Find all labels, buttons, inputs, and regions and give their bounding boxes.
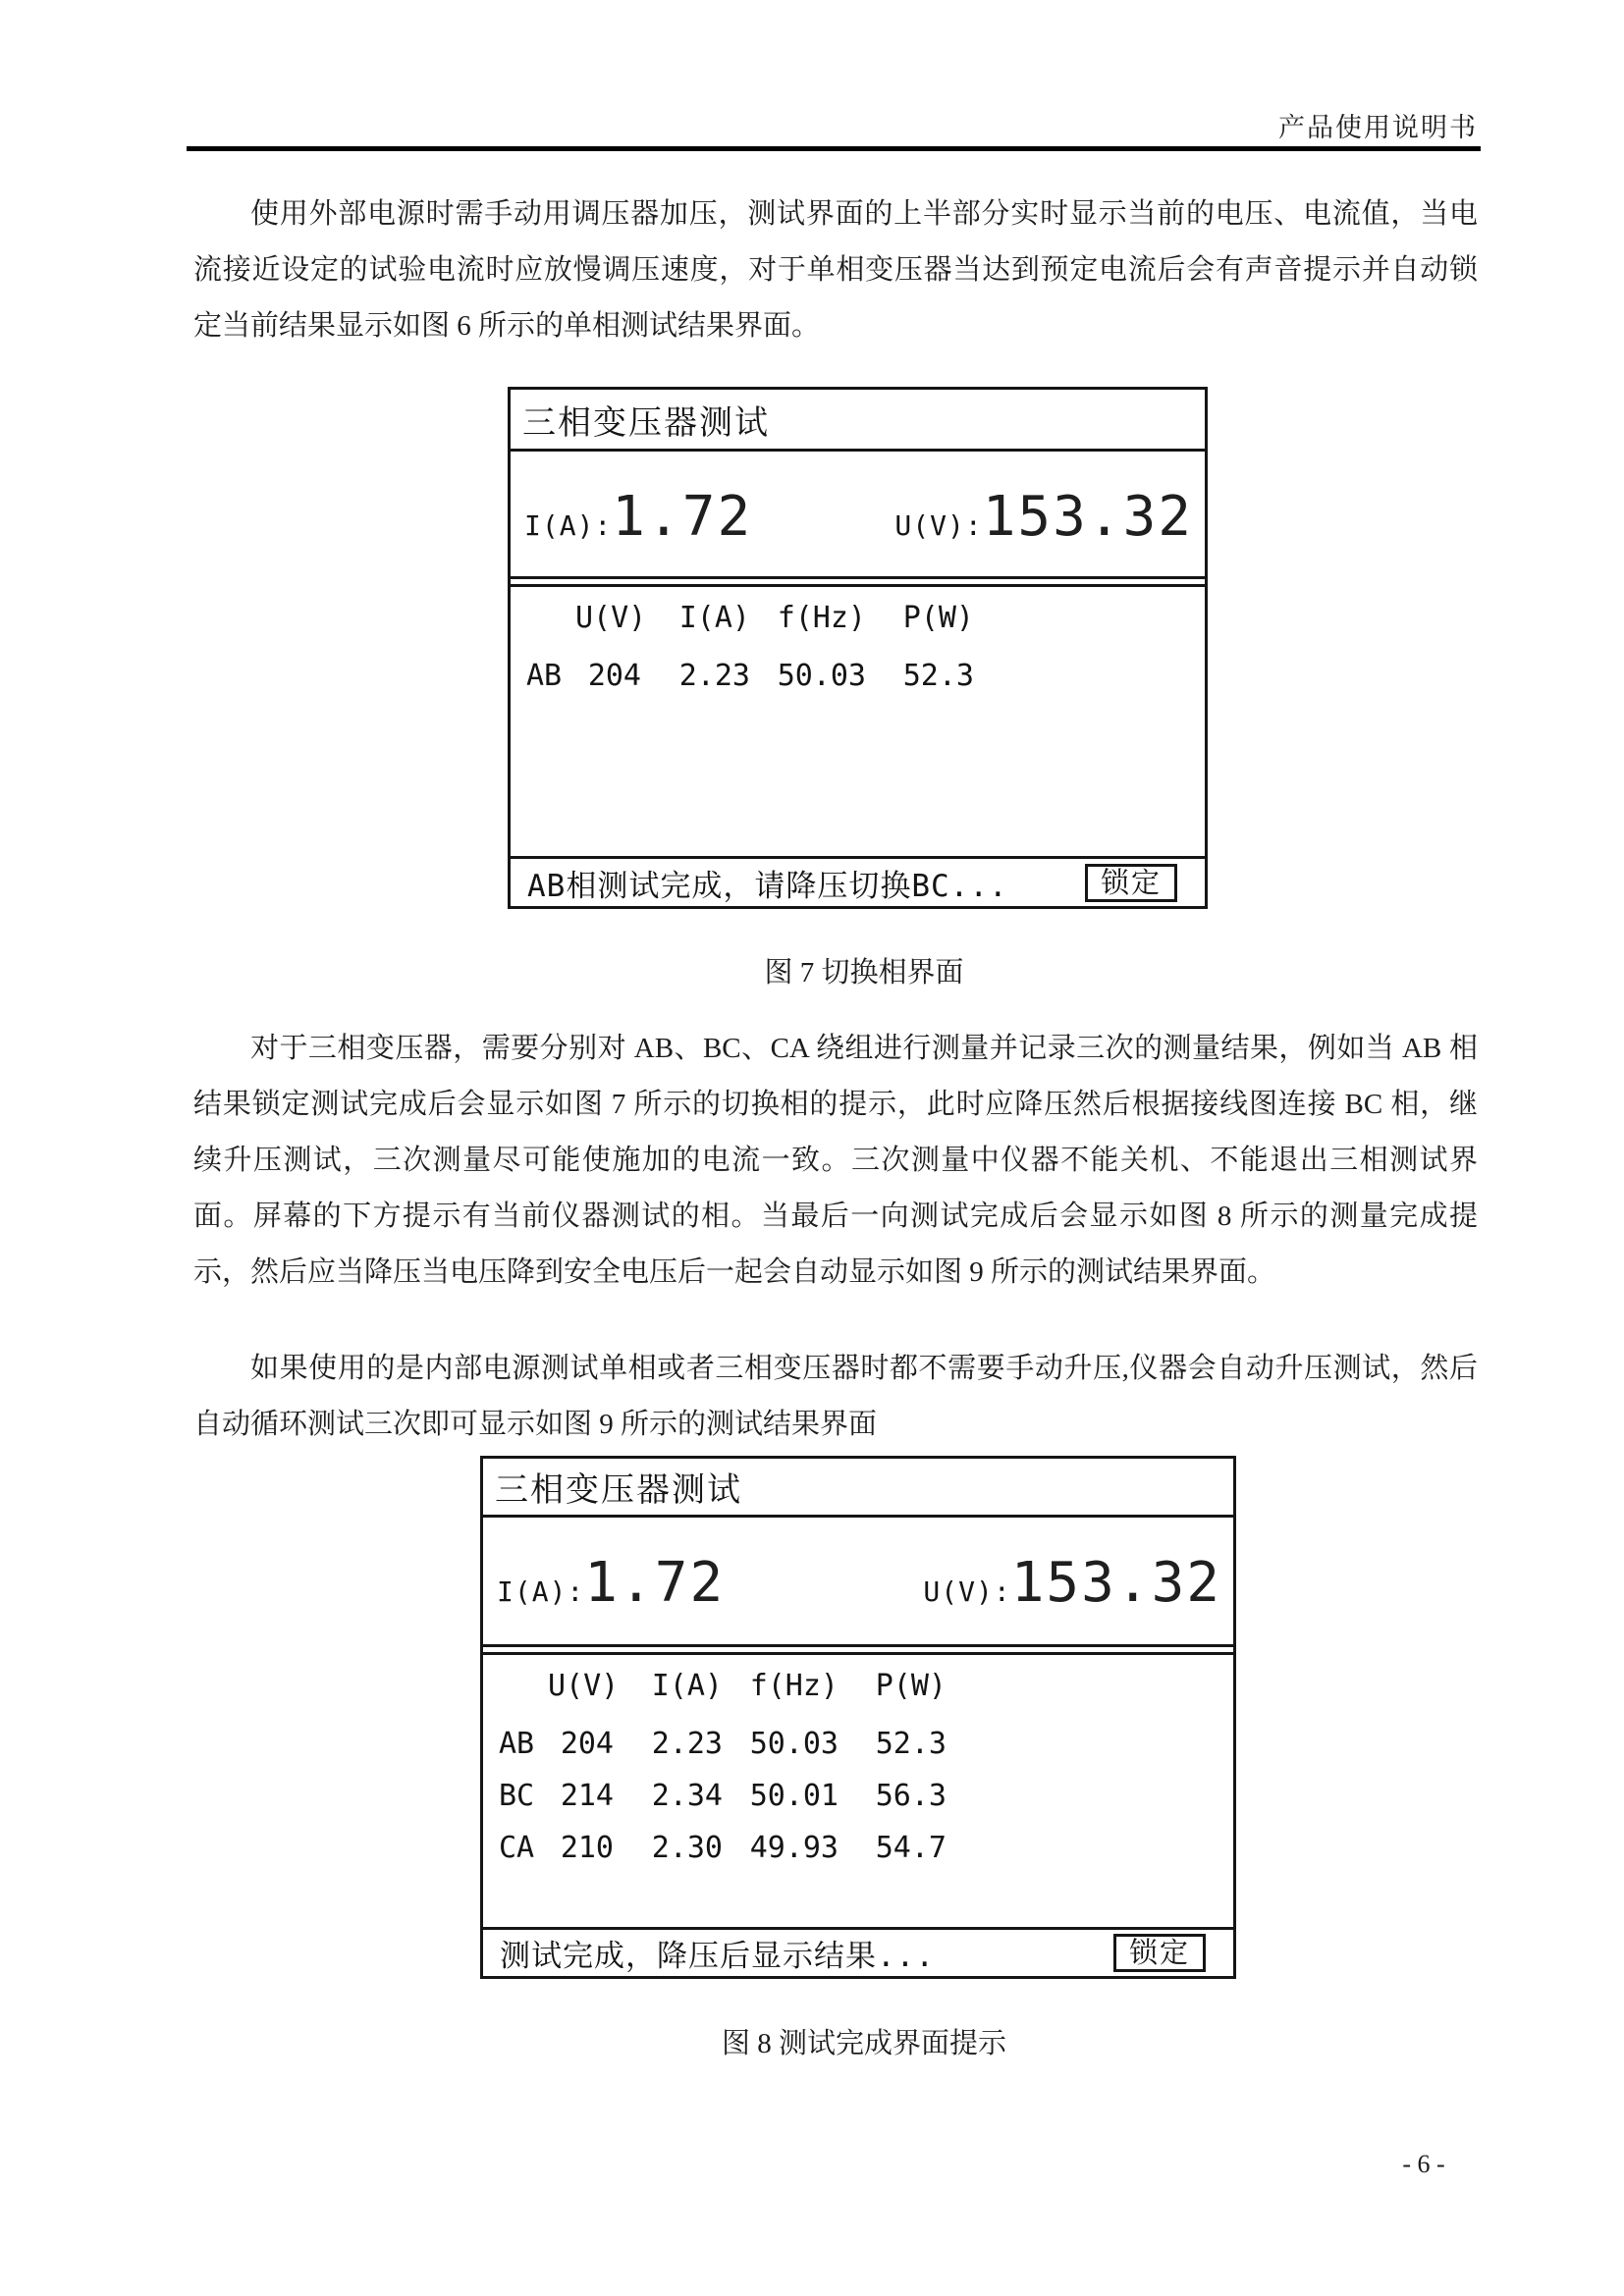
current-value: 1.72 xyxy=(612,485,753,549)
table-cell: 2.23 xyxy=(678,659,750,693)
table-cell: 49.93 xyxy=(749,1831,839,1865)
paragraph-3 xyxy=(193,1341,1478,1453)
text-line: 结果锁定测试完成后会显示如图 7 所示的切换相的提示，此时应降压然后根据接线图连接 BC 相，继 xyxy=(193,1089,1478,1120)
column-header: P(W) xyxy=(875,1669,947,1703)
table-header-row xyxy=(499,1669,1233,1710)
table-header-row xyxy=(526,601,1205,642)
status-bar xyxy=(483,1927,1233,1976)
screen-title: 三相变压器测试 xyxy=(511,390,1205,452)
text-line: 如果使用的是内部电源测试单相或者三相变压器时都不需要手动升压,仪器会自动升压测试，然后 xyxy=(250,1353,1478,1384)
text-line: 面。屏幕的下方提示有当前仪器测试的相。当最后一向测试完成后会显示如图 8 所示的测量完成提 xyxy=(193,1201,1478,1232)
page-header: 产品使用说明书 xyxy=(1278,113,1478,142)
figure8-caption: 图 8 测试完成界面提示 xyxy=(721,2028,1006,2059)
table-row xyxy=(526,650,1205,702)
text-line: 示，然后应当降压当电压降到安全电压后一起会自动显示如图 9 所示的测试结果界面。 xyxy=(193,1256,1276,1288)
voltage-label: U(V): xyxy=(923,1575,1011,1608)
page-number: - 6 - xyxy=(1402,2150,1445,2178)
lock-button[interactable]: 锁定 xyxy=(1113,1934,1206,1972)
column-header: U(V) xyxy=(548,1669,620,1703)
table-cell: 214 xyxy=(560,1779,614,1813)
column-header: I(A) xyxy=(678,601,750,635)
measurement-table xyxy=(483,1655,1233,1927)
table-row xyxy=(499,1770,1233,1822)
current-value: 1.72 xyxy=(584,1551,726,1615)
phase-label: AB xyxy=(526,659,563,693)
screen-title: 三相变压器测试 xyxy=(483,1459,1233,1518)
device-screen-fig7 xyxy=(508,387,1208,909)
table-cell: 204 xyxy=(587,659,641,693)
figure7-caption: 图 7 切换相界面 xyxy=(764,957,964,988)
double-separator xyxy=(483,1644,1233,1655)
lock-button[interactable]: 锁定 xyxy=(1085,864,1177,902)
double-separator xyxy=(511,576,1205,587)
table-cell: 52.3 xyxy=(875,1727,947,1761)
table-cell: 50.03 xyxy=(777,659,866,693)
paragraph-1 xyxy=(193,187,1478,354)
table-body xyxy=(526,650,1205,702)
text-line: 自动循环测试三次即可显示如图 9 所示的测试结果界面 xyxy=(193,1409,878,1440)
text-line: 定当前结果显示如图 6 所示的单相测试结果界面。 xyxy=(193,310,821,342)
live-readings xyxy=(511,452,1205,576)
voltage-value: 153.32 xyxy=(1010,1551,1221,1615)
status-bar xyxy=(511,856,1205,906)
table-row xyxy=(499,1718,1233,1770)
phase-label: BC xyxy=(499,1779,535,1813)
column-header: I(A) xyxy=(651,1669,723,1703)
header-rule xyxy=(187,146,1481,151)
phase-label: AB xyxy=(499,1727,535,1761)
voltage-label: U(V): xyxy=(894,509,983,542)
table-cell: 50.03 xyxy=(749,1727,839,1761)
column-header: P(W) xyxy=(902,601,974,635)
device-screen-fig8 xyxy=(480,1456,1236,1979)
column-header: f(Hz) xyxy=(749,1669,839,1703)
table-cell: 210 xyxy=(560,1831,614,1865)
voltage-value: 153.32 xyxy=(982,485,1193,549)
table-body xyxy=(499,1718,1233,1874)
table-cell: 2.23 xyxy=(651,1727,723,1761)
header-spacer xyxy=(499,1669,548,1710)
table-cell: 54.7 xyxy=(875,1831,947,1865)
column-header: U(V) xyxy=(575,601,647,635)
table-cell: 2.30 xyxy=(651,1831,723,1865)
table-cell: 56.3 xyxy=(875,1779,947,1813)
text-line: 对于三相变压器，需要分别对 AB、BC、CA 绕组进行测量并记录三次的测量结果，例如当 AB 相 xyxy=(250,1033,1478,1064)
table-row xyxy=(499,1822,1233,1874)
table-cell: 52.3 xyxy=(902,659,974,693)
status-text: AB相测试完成，请降压切换BC... xyxy=(527,868,1008,904)
phase-label: CA xyxy=(499,1831,535,1865)
table-cell: 204 xyxy=(560,1727,614,1761)
measurement-table xyxy=(511,587,1205,856)
status-text: 测试完成，降压后显示结果... xyxy=(500,1939,935,1974)
header-spacer xyxy=(526,601,575,642)
text-line: 使用外部电源时需手动用调压器加压，测试界面的上半部分实时显示当前的电压、电流值，当电 xyxy=(250,198,1478,230)
current-label: I(A): xyxy=(497,1575,585,1608)
table-cell: 50.01 xyxy=(749,1779,839,1813)
live-readings xyxy=(483,1518,1233,1644)
text-line: 流接近设定的试验电流时应放慢调压速度，对于单相变压器当达到预定电流后会有声音提示并自动锁 xyxy=(193,254,1478,286)
table-cell: 2.34 xyxy=(651,1779,723,1813)
paragraph-2 xyxy=(193,1021,1478,1301)
text-line: 续升压测试，三次测量尽可能使施加的电流一致。三次测量中仪器不能关机、不能退出三相测试界 xyxy=(193,1145,1478,1176)
column-header: f(Hz) xyxy=(777,601,866,635)
current-label: I(A): xyxy=(524,509,613,542)
